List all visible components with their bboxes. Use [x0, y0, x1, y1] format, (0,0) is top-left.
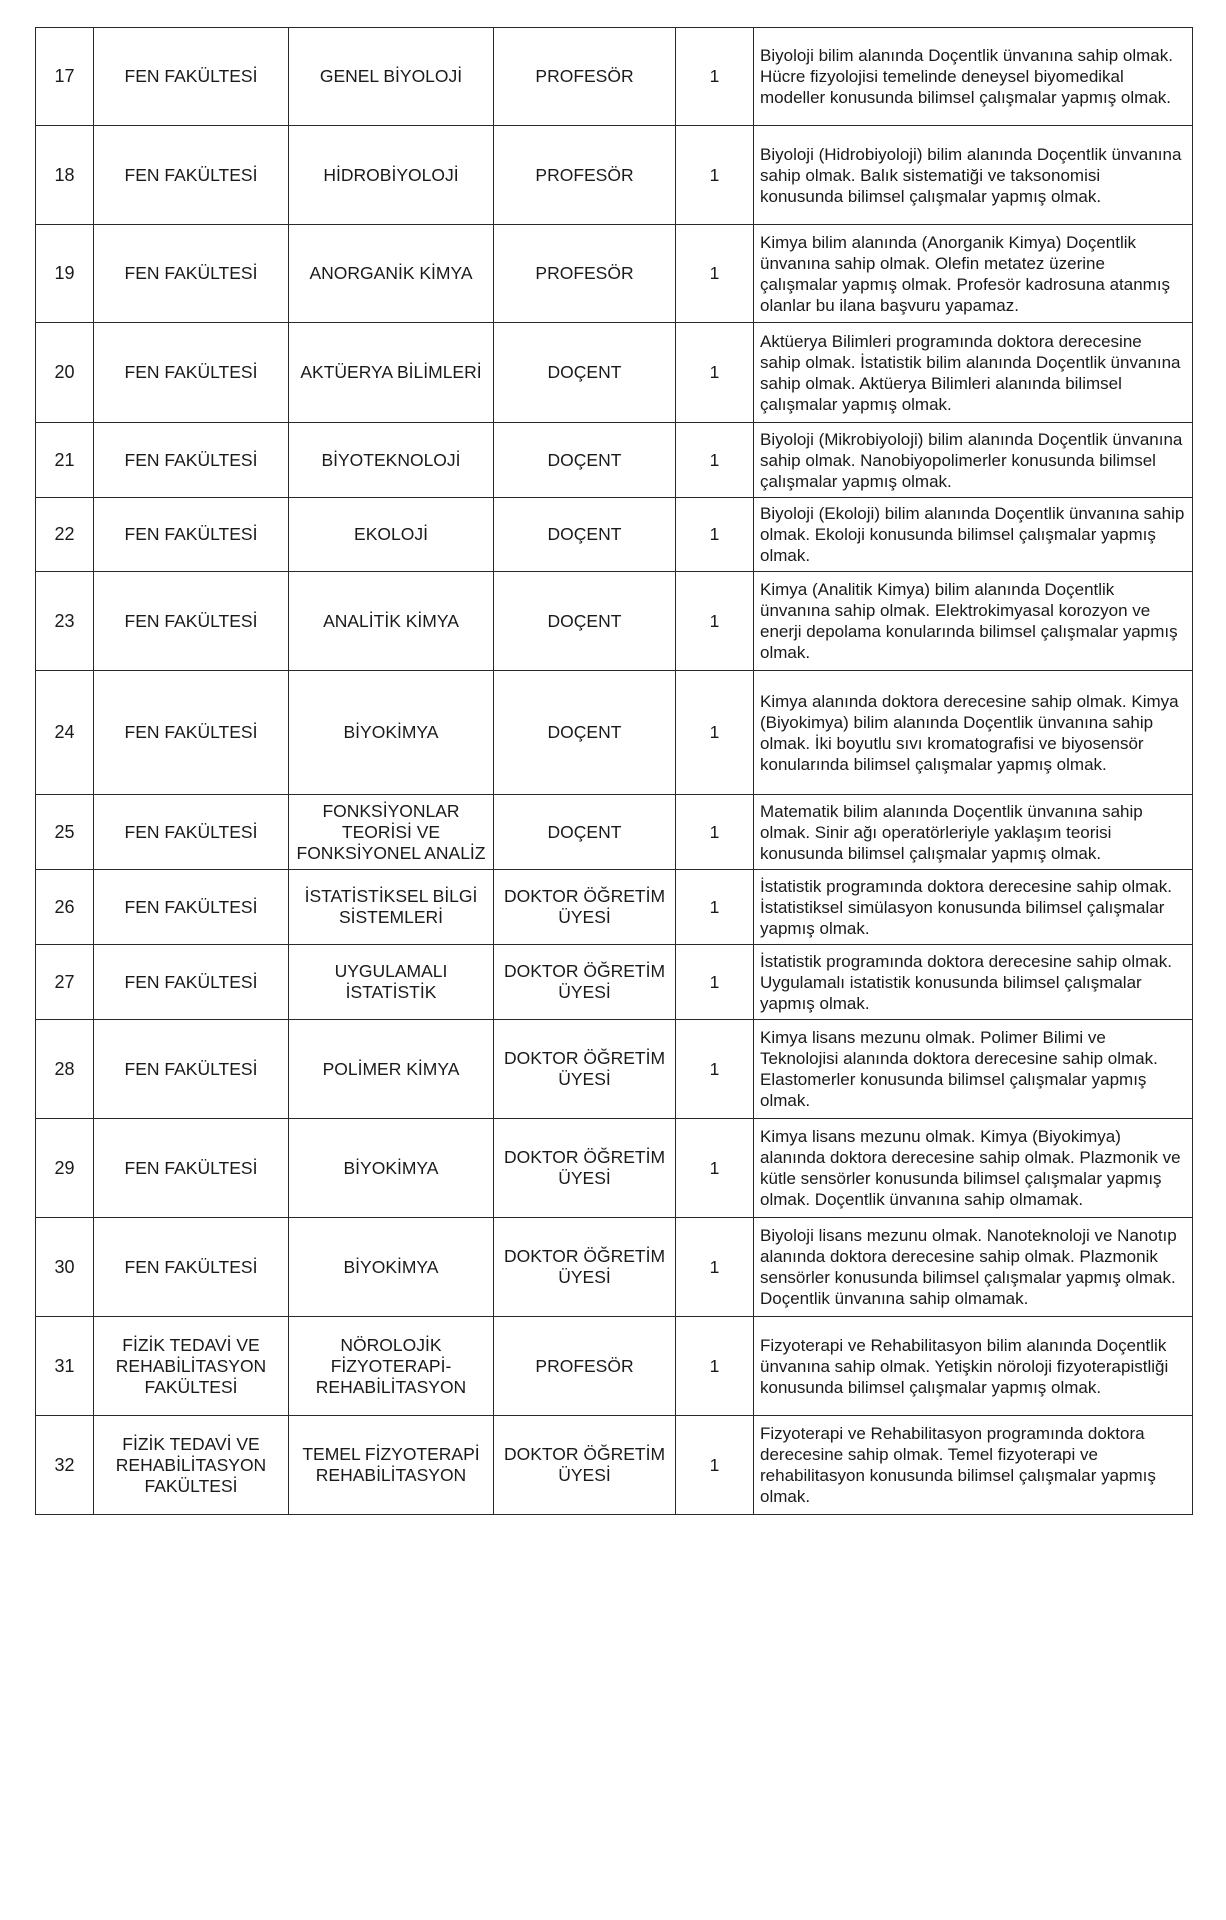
title-cell [494, 1218, 676, 1317]
count-cell-text: 1 [709, 66, 720, 86]
count-cell-text: 1 [709, 971, 720, 992]
row-number [36, 1020, 94, 1119]
requirements-cell-text: Biyoloji (Hidrobiyoloji) bilim alanında Doçentlik ünvanına sahip olmak. Balık sistematiği ve taksonomisi konusunda bilimsel çalışmalar yapmış olmak. [760, 144, 1182, 206]
title-cell-text: DOKTOR ÖĞRETİM ÜYESİ [503, 1246, 666, 1287]
table-row [36, 572, 1193, 671]
faculty-cell-text: FEN FAKÜLTESİ [124, 971, 258, 992]
count-cell [676, 1416, 754, 1515]
department-cell-text: HİDROBİYOLOJİ [323, 164, 459, 185]
department-cell-text: AKTÜERYA BİLİMLERİ [300, 362, 482, 382]
count-cell-text: 1 [709, 362, 720, 382]
row-number [36, 126, 94, 225]
row-number [36, 795, 94, 870]
faculty-cell-text: FEN FAKÜLTESİ [124, 610, 258, 631]
row-number-text: 29 [54, 1157, 75, 1178]
requirements-cell [754, 1119, 1193, 1218]
requirements-cell [754, 671, 1193, 795]
title-cell [494, 572, 676, 671]
faculty-cell [94, 572, 289, 671]
faculty-cell [94, 870, 289, 945]
row-number-text: 27 [54, 971, 75, 992]
requirements-cell [754, 572, 1193, 671]
row-number [36, 1416, 94, 1515]
faculty-cell-text: FİZİK TEDAVİ VE REHABİLİTASYON FAKÜLTESİ [115, 1433, 267, 1496]
row-number [36, 225, 94, 323]
faculty-cell-text: FEN FAKÜLTESİ [124, 1256, 258, 1277]
row-number [36, 1317, 94, 1416]
count-cell-text: 1 [709, 821, 720, 842]
department-cell [289, 671, 494, 795]
requirements-cell [754, 323, 1193, 423]
table-row [36, 1416, 1193, 1515]
title-cell-text: DOÇENT [547, 722, 622, 742]
department-cell-text: NÖROLOJİK FİZYOTERAPİ- REHABİLİTASYON [315, 1334, 467, 1397]
faculty-cell-text: FEN FAKÜLTESİ [124, 821, 258, 842]
faculty-cell-text: FİZİK TEDAVİ VE REHABİLİTASYON FAKÜLTESİ [115, 1334, 267, 1397]
department-cell [289, 795, 494, 870]
table-row [36, 126, 1193, 225]
count-cell [676, 1020, 754, 1119]
department-cell [289, 870, 494, 945]
requirements-cell [754, 28, 1193, 126]
title-cell-text: DOÇENT [547, 524, 622, 544]
positions-table-container [35, 27, 1192, 1515]
requirements-cell [754, 795, 1193, 870]
title-cell [494, 1416, 676, 1515]
faculty-cell-text: FEN FAKÜLTESİ [124, 164, 258, 185]
department-cell-text: GENEL BİYOLOJİ [319, 66, 463, 86]
requirements-cell [754, 225, 1193, 323]
title-cell [494, 498, 676, 572]
count-cell [676, 225, 754, 323]
faculty-cell [94, 671, 289, 795]
row-number [36, 945, 94, 1020]
row-number-text: 23 [54, 610, 75, 631]
department-cell [289, 28, 494, 126]
table-row [36, 1020, 1193, 1119]
title-cell-text: DOKTOR ÖĞRETİM ÜYESİ [503, 1444, 666, 1485]
title-cell [494, 1317, 676, 1416]
table-row [36, 225, 1193, 323]
row-number [36, 498, 94, 572]
row-number [36, 423, 94, 498]
row-number-text: 22 [54, 524, 75, 544]
positions-table [35, 27, 1193, 1515]
faculty-cell [94, 1218, 289, 1317]
faculty-cell [94, 423, 289, 498]
row-number-text: 32 [54, 1454, 75, 1475]
faculty-cell-text: FEN FAKÜLTESİ [124, 1157, 258, 1178]
row-number-text: 28 [54, 1058, 75, 1079]
table-row [36, 28, 1193, 126]
requirements-cell-text: Biyoloji bilim alanında Doçentlik ünvanına sahip olmak. Hücre fizyolojisi temelinde deneysel biyomedikal modeller konusunda bilimsel çalışmalar yapmış olmak. [760, 46, 1173, 107]
count-cell-text: 1 [709, 1454, 720, 1475]
department-cell [289, 572, 494, 671]
row-number [36, 572, 94, 671]
title-cell [494, 323, 676, 423]
requirements-cell-text: Fizyoterapi ve Rehabilitasyon programında doktora derecesine sahip olmak. Temel fizyoterapi ve rehabilitasyon konusunda bilimsel çalışmalar yapmış olmak. [760, 1424, 1156, 1506]
department-cell-text: UYGULAMALI İSTATİSTİK [334, 961, 448, 1002]
requirements-cell-text: Biyoloji lisans mezunu olmak. Nanoteknoloji ve Nanotıp alanında doktora derecesine sahip olmak. Plazmonik sensörler konusunda bilimsel çalışmalar yapmış olmak. Doçentlik ünvanına sahip olmamak. [760, 1226, 1177, 1308]
department-cell [289, 945, 494, 1020]
faculty-cell [94, 225, 289, 323]
count-cell [676, 323, 754, 423]
row-number [36, 1218, 94, 1317]
requirements-cell-text: Biyoloji (Ekoloji) bilim alanında Doçentlik ünvanına sahip olmak. Ekoloji konusunda bilimsel çalışmalar yapmış olmak. [760, 504, 1185, 565]
faculty-cell [94, 28, 289, 126]
requirements-cell-text: Fizyoterapi ve Rehabilitasyon bilim alanında Doçentlik ünvanına sahip olmak. Yetişkin nöroloji fizyoterapistliği konusunda bilimsel çalışmalar yapmış olmak. [760, 1335, 1169, 1397]
row-number-text: 30 [54, 1256, 75, 1277]
title-cell [494, 1020, 676, 1119]
count-cell-text: 1 [709, 896, 720, 917]
department-cell-text: BİYOKİMYA [343, 1157, 439, 1178]
table-row [36, 795, 1193, 870]
faculty-cell [94, 1317, 289, 1416]
count-cell-text: 1 [709, 722, 720, 742]
title-cell [494, 945, 676, 1020]
faculty-cell-text: FEN FAKÜLTESİ [124, 524, 258, 544]
row-number [36, 28, 94, 126]
title-cell-text: DOKTOR ÖĞRETİM ÜYESİ [503, 961, 666, 1002]
faculty-cell-text: FEN FAKÜLTESİ [124, 263, 258, 283]
row-number-text: 17 [54, 66, 75, 86]
faculty-cell [94, 323, 289, 423]
table-row [36, 1317, 1193, 1416]
department-cell-text: BİYOKİMYA [343, 1256, 439, 1277]
count-cell-text: 1 [709, 449, 720, 470]
faculty-cell [94, 126, 289, 225]
department-cell-text: İSTATİSTİKSEL BİLGİ SİSTEMLERİ [304, 886, 478, 927]
title-cell-text: PROFESÖR [535, 164, 634, 185]
department-cell-text: POLİMER KİMYA [322, 1058, 460, 1079]
table-row [36, 945, 1193, 1020]
title-cell-text: DOKTOR ÖĞRETİM ÜYESİ [503, 886, 666, 927]
row-number-text: 20 [54, 362, 75, 382]
faculty-cell-text: FEN FAKÜLTESİ [124, 1058, 258, 1079]
department-cell [289, 1416, 494, 1515]
faculty-cell [94, 498, 289, 572]
department-cell [289, 423, 494, 498]
title-cell-text: DOÇENT [547, 362, 622, 382]
department-cell-text: TEMEL FİZYOTERAPİ REHABİLİTASYON [302, 1444, 480, 1485]
title-cell [494, 225, 676, 323]
count-cell-text: 1 [709, 164, 720, 185]
faculty-cell [94, 795, 289, 870]
row-number-text: 21 [54, 449, 75, 470]
count-cell [676, 1218, 754, 1317]
faculty-cell [94, 1416, 289, 1515]
title-cell [494, 28, 676, 126]
title-cell [494, 870, 676, 945]
requirements-cell-text: Kimya alanında doktora derecesine sahip olmak. Kimya (Biyokimya) bilim alanında Doçentlik ünvanına sahip olmak. İki boyutlu sıvı kromatografisi ve biyosensör konularında bilimsel çalışmalar yapmış olmak. [760, 691, 1179, 774]
count-cell-text: 1 [709, 1058, 720, 1079]
positions-table-body [36, 28, 1193, 1515]
title-cell-text: DOÇENT [547, 449, 622, 470]
faculty-cell-text: FEN FAKÜLTESİ [124, 449, 258, 470]
department-cell [289, 1218, 494, 1317]
count-cell-text: 1 [709, 1157, 720, 1178]
row-number-text: 19 [54, 263, 75, 283]
department-cell [289, 1317, 494, 1416]
requirements-cell-text: Matematik bilim alanında Doçentlik ünvanına sahip olmak. Sinir ağı operatörleriyle yaklaşım teorisi konusunda bilimsel çalışmalar yapmış olmak. [760, 801, 1143, 863]
table-row [36, 870, 1193, 945]
row-number-text: 26 [54, 896, 75, 917]
requirements-cell-text: Kimya lisans mezunu olmak. Kimya (Biyokimya) alanında doktora derecesine sahip olmak. Plazmonik ve kütle sensörler konusunda bilimsel çalışmalar yapmış olmak. Doçentlik ünvanına sahip olmamak. [760, 1127, 1181, 1209]
row-number-text: 31 [54, 1355, 75, 1376]
requirements-cell [754, 498, 1193, 572]
table-row [36, 1218, 1193, 1317]
department-cell [289, 126, 494, 225]
title-cell-text: PROFESÖR [535, 66, 634, 86]
requirements-cell [754, 870, 1193, 945]
requirements-cell [754, 1020, 1193, 1119]
faculty-cell [94, 945, 289, 1020]
count-cell [676, 572, 754, 671]
count-cell-text: 1 [709, 610, 720, 631]
requirements-cell-text: Kimya (Analitik Kimya) bilim alanında Doçentlik ünvanına sahip olmak. Elektrokimyasal korozyon ve enerji depolama konularında bilimsel çalışmalar yapmış olmak. [760, 580, 1178, 662]
faculty-cell-text: FEN FAKÜLTESİ [124, 896, 258, 917]
department-cell [289, 1119, 494, 1218]
requirements-cell [754, 1317, 1193, 1416]
requirements-cell [754, 945, 1193, 1020]
department-cell-text: ANORGANİK KİMYA [309, 263, 473, 283]
table-row [36, 323, 1193, 423]
department-cell-text: BİYOKİMYA [343, 722, 439, 742]
title-cell-text: DOKTOR ÖĞRETİM ÜYESİ [503, 1147, 666, 1188]
count-cell-text: 1 [709, 263, 720, 283]
count-cell [676, 28, 754, 126]
count-cell [676, 1119, 754, 1218]
count-cell [676, 870, 754, 945]
requirements-cell-text: Kimya bilim alanında (Anorganik Kimya) Doçentlik ünvanına sahip olmak. Olefin metatez üzerine çalışmalar yapmış olmak. Profesör kadrosuna atanmış olanlar bu ilana başvuru yapamaz. [760, 232, 1171, 315]
count-cell [676, 126, 754, 225]
faculty-cell-text: FEN FAKÜLTESİ [124, 362, 258, 382]
count-cell-text: 1 [709, 1256, 720, 1277]
faculty-cell-text: FEN FAKÜLTESİ [124, 722, 258, 742]
count-cell [676, 671, 754, 795]
table-row [36, 671, 1193, 795]
row-number [36, 1119, 94, 1218]
department-cell [289, 323, 494, 423]
requirements-cell-text: Aktüerya Bilimleri programında doktora derecesine sahip olmak. İstatistik bilim alanında Doçentlik ünvanına sahip olmak. Aktüerya Bilimleri alanında bilimsel çalışmalar yapmış olmak. [760, 331, 1181, 414]
department-cell [289, 225, 494, 323]
row-number [36, 870, 94, 945]
faculty-cell-text: FEN FAKÜLTESİ [124, 66, 258, 86]
row-number-text: 25 [54, 821, 75, 842]
department-cell-text: BİYOTEKNOLOJİ [321, 449, 461, 470]
count-cell-text: 1 [709, 1355, 720, 1376]
department-cell-text: ANALİTİK KİMYA [323, 610, 459, 631]
count-cell-text: 1 [709, 524, 720, 544]
table-row [36, 1119, 1193, 1218]
department-cell-text: EKOLOJİ [354, 524, 428, 544]
title-cell [494, 126, 676, 225]
title-cell [494, 1119, 676, 1218]
title-cell-text: DOÇENT [547, 821, 622, 842]
title-cell-text: DOÇENT [547, 610, 622, 631]
department-cell [289, 1020, 494, 1119]
department-cell-text: FONKSİYONLAR TEORİSİ VE FONKSİYONEL ANALİZ [296, 800, 486, 863]
requirements-cell [754, 423, 1193, 498]
row-number-text: 18 [54, 164, 75, 185]
table-row [36, 498, 1193, 572]
count-cell [676, 1317, 754, 1416]
requirements-cell-text: İstatistik programında doktora derecesine sahip olmak. İstatistiksel simülasyon konusunda bilimsel çalışmalar yapmış olmak. [760, 876, 1172, 938]
faculty-cell [94, 1119, 289, 1218]
count-cell [676, 498, 754, 572]
requirements-cell [754, 1218, 1193, 1317]
requirements-cell-text: Kimya lisans mezunu olmak. Polimer Bilimi ve Teknolojisi alanında doktora derecesine sahip olmak. Elastomerler konusunda bilimsel çalışmalar yapmış olmak. [760, 1028, 1158, 1110]
title-cell [494, 423, 676, 498]
title-cell [494, 795, 676, 870]
row-number-text: 24 [54, 722, 75, 742]
title-cell-text: PROFESÖR [535, 1355, 634, 1376]
requirements-cell [754, 1416, 1193, 1515]
count-cell [676, 945, 754, 1020]
title-cell-text: DOKTOR ÖĞRETİM ÜYESİ [503, 1048, 666, 1089]
title-cell-text: PROFESÖR [535, 263, 634, 283]
faculty-cell [94, 1020, 289, 1119]
count-cell [676, 423, 754, 498]
requirements-cell-text: İstatistik programında doktora derecesine sahip olmak. Uygulamalı istatistik konusunda bilimsel çalışmalar yapmış olmak. [760, 951, 1172, 1013]
row-number [36, 323, 94, 423]
count-cell [676, 795, 754, 870]
title-cell [494, 671, 676, 795]
table-row [36, 423, 1193, 498]
department-cell [289, 498, 494, 572]
requirements-cell-text: Biyoloji (Mikrobiyoloji) bilim alanında Doçentlik ünvanına sahip olmak. Nanobiyopolimerler konusunda bilimsel çalışmalar yapmış olmak. [760, 429, 1183, 491]
row-number [36, 671, 94, 795]
requirements-cell [754, 126, 1193, 225]
